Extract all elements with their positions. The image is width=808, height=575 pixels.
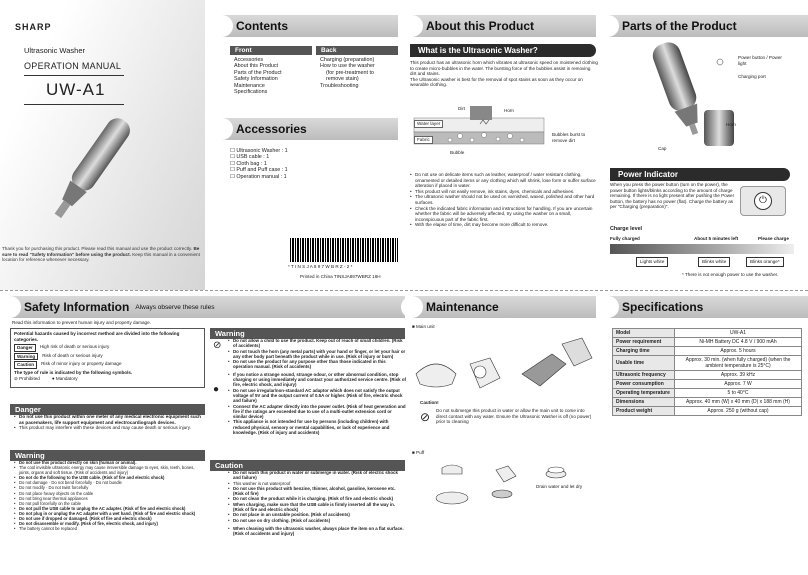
main-unit-cleaning-illustration <box>412 334 598 394</box>
mid-warning-item: • This appliance is not intended for use by persons (including children) with reduced physical, sensory or mental capabilities, or lack of experience and knowledge. (Risk of injury and accidents) <box>228 419 406 435</box>
front-list <box>230 57 312 95</box>
accessory-item: ☐ USB cable : 1 <box>230 154 270 161</box>
label-horn: Horn <box>726 122 736 127</box>
warning-item: • Do not pull the USB cable to unplug the AC adapter. (Risk of fire and electric shock) <box>14 506 204 511</box>
spec-row: Power requirement Ni-MH Battery DC 4.8 V / 900 mAh <box>613 338 802 347</box>
contents-front <box>230 46 312 95</box>
barcode <box>290 238 398 262</box>
about-subtitle: What is the Ultrasonic Washer? <box>410 44 596 57</box>
symbols-title: The type of rule is indicated by the following symbols. <box>14 369 133 375</box>
mid-warning-item: • Do not touch the horn (any metal parts) with your hand or finger, or let your hair or any other body part beneath the product while in use. (Risk of injury or burn) <box>228 349 406 360</box>
about-paragraph <box>410 60 598 88</box>
toc-item[interactable]: Troubleshooting <box>320 82 359 89</box>
specifications-header: Specifications <box>608 296 808 318</box>
danger-list <box>14 414 204 431</box>
warning-bar: Warning <box>10 450 205 461</box>
label-power-button: Power button / Power light <box>738 55 782 66</box>
main-unit-label: ■ Main unit <box>412 324 435 329</box>
printed-text: Printed in China TINSJA897WBRZ 16H <box>300 274 381 279</box>
caution-item: • Do not clean the product while it is charging. (Risk of fire and electric shock) <box>228 496 406 501</box>
hazard-level-caution: Caution Risk of minor injury or property damage <box>14 361 201 369</box>
product-name: Ultrasonic Washer <box>24 46 85 55</box>
about-bullet: • Do not use on delicate items such as leather, waterproof / water resistant clothing, ornamented or detailed items or any clothing which will shrink, lose form or suffer surface alteration if placed in water. <box>410 172 600 189</box>
spec-row: Charging time Approx. 5 hours <box>613 347 802 356</box>
back-label: Back <box>316 46 398 55</box>
please-charge-label: Please charge <box>758 236 789 241</box>
warning-item: • Do not modify · Do not twist forcefully <box>14 485 204 490</box>
label-bubbles-burst: Bubbles burst to remove dirt <box>552 132 586 143</box>
model-title: UW-A1 <box>46 80 106 99</box>
mid-warning-item: • Do not use irregular/non-standard AC adaptor which does not satisfy the output voltage of 5V and the output current of 0.5A or higher. (Risk of fire, electric shock and failure) <box>228 388 406 404</box>
accessories-header: Accessories <box>222 118 398 140</box>
hazard-categories-box <box>10 328 205 388</box>
toc-item[interactable]: Parts of the Product <box>234 69 282 76</box>
label-dirt: Dirt <box>458 106 466 111</box>
about-p1: This product has an ultrasonic horn which vibrates at ultrasonic speed on moistened clothing to create micro-bubbles in the water. The bursting force of the bubbles assist in removing dirt and stains. <box>410 60 598 77</box>
label-water-layer: Water layer <box>414 120 443 128</box>
prohibited-icon: ⊘ <box>420 410 431 424</box>
label-fabric: Fabric <box>414 136 433 144</box>
blinks-white-badge: Blinks white <box>698 257 730 267</box>
contents-back <box>316 46 398 89</box>
warning-list <box>14 460 204 531</box>
spec-row: Power consumption Approx. 7 W <box>613 380 802 389</box>
power-indicator-text: When you press the power button (turn on the power), the power button lights/blinks according to the amount of charge remaining. If there is no light present after pushing the Power button, the battery has no power (flat). Charge the battery as per "Charging (preparation)". <box>610 182 735 210</box>
maintenance-caution-label: Caution! <box>420 400 439 405</box>
puff-cleaning-illustration <box>412 458 598 508</box>
toc-item[interactable]: How to use the washer <box>320 63 375 70</box>
spec-row: Usable time Approx. 30 min. (when fully charged) (when the ambient temperature is 25°C) <box>613 356 802 371</box>
power-note: * There is not enough power to use the washer. <box>682 272 779 277</box>
label-cap: Cap <box>658 146 667 151</box>
about-bullets <box>410 172 600 228</box>
spec-row: Dimensions Approx. 40 mm (W) x 40 mm (D) x 188 mm (H) <box>613 398 802 407</box>
toc-item[interactable]: remove stain) <box>326 76 359 83</box>
front-label: Front <box>230 46 312 55</box>
mid-warning-item: • Connect the AC adapter directly into the power outlet. (Risk of heat generation and fire if the ratings are exceeded due to use of a multi-outlet extension cord or similar device) <box>228 404 406 420</box>
mandatory-icon: ● <box>213 384 220 395</box>
horizontal-divider <box>0 290 808 291</box>
caution-bar: Caution <box>210 460 405 471</box>
brand-logo: SHARP <box>15 22 52 32</box>
danger-item: • This product may interfere with these devices and may cause death or serious injury. <box>14 425 204 431</box>
caution-item: • Do not place in an unstable position. (Risk of accidents) <box>228 512 406 517</box>
parts-header: Parts of the Product <box>608 15 808 37</box>
symbol-row <box>14 376 201 382</box>
power-indicator-title: Power Indicator <box>610 168 790 181</box>
mid-warning-item: • If you notice a strange sound, strange odour, or other abnormal condition, stop charging or using immediately and contact your authorized service centre. (Risk of fire, electric shock, and injury) <box>228 372 406 388</box>
toc-item[interactable]: About this Product <box>234 63 279 70</box>
warning-item: • Do not use if dropped or damaged. (Risk of fire and electric shock) <box>14 516 204 521</box>
label-bubble: Bubble <box>450 150 465 155</box>
specifications-table <box>612 328 802 416</box>
spec-row: Ultrasonic frequency Approx. 39 kHz <box>613 371 802 380</box>
accessory-item: ☐ Ultrasonic Washer : 1 <box>230 148 288 154</box>
caution-item: • Do not use this product with benzine, thinner, alcohol, gasoline, kerosene etc. (Risk of fire) <box>228 486 406 497</box>
hazard-level-danger: Danger High risk of death or serious injury <box>14 344 201 352</box>
label-charging-port: Charging port <box>738 74 766 79</box>
danger-bar: Danger <box>10 404 205 415</box>
accessory-item: ☐ Cloth bag : 1 <box>230 160 267 167</box>
spec-row: Model UW-A1 <box>613 329 802 338</box>
about-bullet: • The ultrasonic washer should not be used on varnished, waxed, polished and other hard surfaces. <box>410 194 600 205</box>
mandatory-icon: ● Mandatory <box>51 375 78 381</box>
warning-item: • The battery cannot be replaced <box>14 526 204 531</box>
barcode-text: * T I N S J A 8 9 7 W B R Z - 2 * <box>288 264 353 269</box>
mid-warning-list <box>228 338 406 435</box>
title-rule-2 <box>24 104 124 105</box>
prohibited-icon: ⊘ <box>213 340 222 351</box>
hazard-level-warning: Warning Risk of death or serious injury <box>14 353 201 361</box>
thanks-text: Thank you for purchasing this product. Please read this manual and use the product correctly. Be sure to read "Safety Information" before using the product. Keep this manual in a convenient location for reference whenever necessary. <box>2 246 200 263</box>
contents-header: Contents <box>222 15 398 37</box>
caution-item: • This washer is not waterproof <box>228 481 406 486</box>
power-button-icon: ⏻ <box>740 186 786 216</box>
puff-label: ■ Puff <box>412 450 425 455</box>
label-horn: Horn <box>504 108 514 113</box>
maintenance-caution-text: Do not submerge this product in water or allow the main unit to come into direct contact with any water. Ensure the Ultrasonic Washer is off (no power) prior to cleaning <box>436 408 592 425</box>
spec-row: Product weight Approx. 250 g (without cap) <box>613 407 802 416</box>
warning-item: • Do not damage · Do not bend forcefully · Do not bundle <box>14 480 204 485</box>
blinks-orange-badge: Blinks orange* <box>746 257 784 267</box>
safety-intro: Read this information to prevent human injury and property damage. <box>12 320 151 325</box>
prohibited-icon: ⊘ Prohibited <box>14 375 40 381</box>
mid-warning-item: • Do not use the product for any purpose other than those indicated in this operation manual. (Risk of accidents) <box>228 359 406 370</box>
about-p2: The Ultrasonic washer is best for the removal of spot stains as soon as they occur on wearable clothing. <box>410 76 583 88</box>
drain-label: Drain water and let dry <box>536 484 583 489</box>
maintenance-header: Maintenance <box>412 296 596 318</box>
about-bullet: • Check the indicated fabric information and instructions for handling. If you are uncertain whether the fabric will be adversely affected, try using the washer on a small, inconspicuous part of the fabric first. <box>410 206 600 223</box>
manual-title: OPERATION MANUAL <box>24 61 122 71</box>
accessories-list <box>230 148 330 180</box>
cover-panel <box>0 0 205 290</box>
warning-item: • Do not plug in or unplug the AC adapter with a wet hand. (Risk of fire and electric shock) <box>14 511 204 516</box>
warning-item: • Do not pull forcefully on the cable <box>14 501 204 506</box>
washer-product-image <box>40 110 140 230</box>
caution-item: • Do not wash this product in water or submerge in water. (Risk of electric shock and failure) <box>228 470 406 481</box>
toc-item[interactable]: Accessories <box>234 57 264 63</box>
warning-item: • The cool invisible ultrasonic energy may cause irreversible damage to eyes, skin, teeth, bones, joints, organs and soft tissue. (Risk of accidents and injury) <box>14 465 204 475</box>
toc-item[interactable]: Maintenance <box>234 82 265 89</box>
spec-row: Operating temperature 5 to 40°C <box>613 389 802 398</box>
warning-item: • Do not use this product directly on skin (human or animal). <box>14 460 204 465</box>
lights-white-badge: Lights white <box>636 257 668 267</box>
toc-item[interactable]: Specifications <box>234 89 268 96</box>
about-header: About this Product <box>412 15 596 37</box>
mid-warning-item: • Do not allow a child to use the product. Keep out of reach of small children. (Risk of accidents) <box>228 338 406 349</box>
caution-item: • When charging, make sure that the USB cable is firmly inserted all the way in. (Risk of fire and electric shock) <box>228 502 406 513</box>
hazard-title: Potential hazards caused by incorrect method are divided into the following categories. <box>14 331 180 342</box>
about-bullet: • This product will not easily remove, ink stains, dyes, chemicals and adhesives. <box>410 189 600 195</box>
warning-item: • Do not place heavy objects on the cable <box>14 491 204 496</box>
safety-subtitle: Always observe these rules <box>135 303 215 311</box>
fully-charged-label: Fully charged <box>610 236 640 241</box>
back-list <box>316 57 398 89</box>
five-min-label: About 5 minutes left <box>694 236 739 241</box>
charge-gradient-bar <box>610 244 794 254</box>
warning-item: • Do not bring near thermal appliances <box>14 496 204 501</box>
warning-item: • Do not disassemble or modify. (Risk of fire, electric shock, and injury) <box>14 521 204 526</box>
accessory-item: ☐ Operation manual : 1 <box>230 173 287 180</box>
accessory-item: ☐ Puff and Puff case : 1 <box>230 167 288 174</box>
charge-level-label: Charge level <box>610 226 643 232</box>
caution-list <box>228 470 406 537</box>
toc-item[interactable]: (for pre-treatment to <box>326 69 374 76</box>
title-rule <box>24 75 124 76</box>
caution-item: • Do not use on dry clothing. (Risk of accidents) <box>228 518 406 523</box>
mid-warning-bar: Warning <box>210 328 405 339</box>
toc-item[interactable]: Charging (preparation) <box>320 57 375 63</box>
safety-header: Safety Information Always observe these rules <box>10 296 405 318</box>
parts-diagram <box>640 40 750 160</box>
danger-item: • Do not use this product within one meter of any medical electronic equipment such as pacemakers, life support equipment and electrocardiograph devices. <box>14 414 204 425</box>
toc-item[interactable]: Safety Information <box>234 76 278 83</box>
warning-item: • Do not do the following to the USB cable. (Risk of fire and electric shock) <box>14 475 204 480</box>
caution-item: • When cleaning with the ultrasonic washer, always place the item on a flat surface. (Risk of accidents and injury) <box>228 526 406 537</box>
about-bullet: • With the elapse of time, dirt may become more difficult to remove. <box>410 222 600 228</box>
